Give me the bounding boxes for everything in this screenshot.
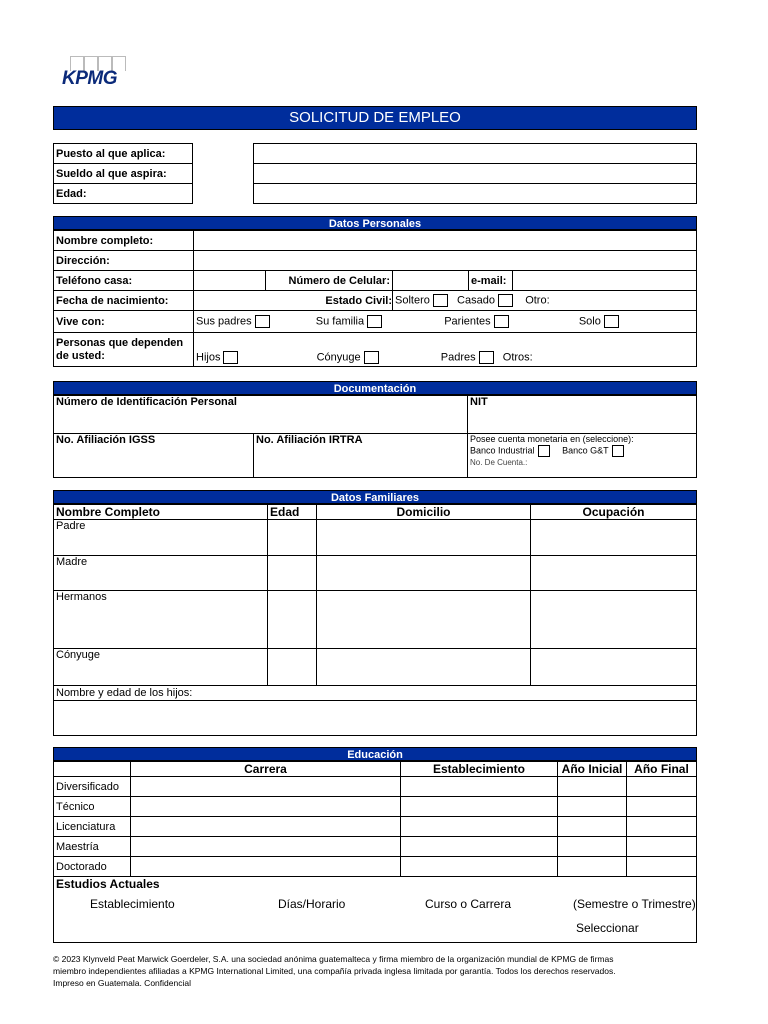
madre-ocupacion[interactable] — [531, 556, 697, 591]
banco-industrial-label: Banco Industrial — [470, 445, 535, 456]
conyuge-checkbox[interactable] — [364, 351, 379, 364]
padre-ocupacion[interactable] — [531, 520, 697, 556]
email-label: e-mail: — [469, 271, 513, 291]
banco-gt-checkbox[interactable] — [612, 445, 624, 457]
doc-inicial[interactable] — [558, 857, 627, 877]
section-datos-familiares: Datos Familiares — [53, 490, 697, 504]
otros-label: Otros: — [502, 351, 533, 364]
estudios-actuales-label: Estudios Actuales — [56, 877, 160, 891]
lic-inicial[interactable] — [558, 817, 627, 837]
direccion-field[interactable] — [194, 251, 697, 271]
madre-edad[interactable] — [268, 556, 317, 591]
telefono-field[interactable] — [194, 271, 266, 291]
madre-domicilio[interactable] — [317, 556, 531, 591]
edu-col-establecimiento: Establecimiento — [401, 762, 558, 777]
edu-row-doctorado: Doctorado — [54, 857, 131, 877]
edu-col-blank — [54, 762, 131, 777]
hijos-checkbox[interactable] — [223, 351, 238, 364]
email-field[interactable] — [513, 271, 697, 291]
hermanos-domicilio[interactable] — [317, 591, 531, 649]
vive-options — [194, 311, 697, 333]
padre-domicilio[interactable] — [317, 520, 531, 556]
act-curso-carrera[interactable]: Curso o Carrera — [425, 897, 512, 911]
col-edad: Edad — [268, 505, 317, 520]
row-madre[interactable]: Madre — [54, 556, 268, 591]
tec-final[interactable] — [627, 797, 697, 817]
doc-carrera[interactable] — [131, 857, 401, 877]
logo-text: KPMG — [62, 68, 117, 89]
tec-establecimiento[interactable] — [401, 797, 558, 817]
div-carrera[interactable] — [131, 777, 401, 797]
cuenta-cell — [468, 434, 697, 478]
soltero-label: Soltero — [395, 294, 430, 307]
celular-field[interactable] — [393, 271, 469, 291]
kpmg-logo — [62, 56, 126, 92]
vive-label: Vive con: — [54, 311, 194, 333]
edu-row-diversificado: Diversificado — [54, 777, 131, 797]
solo-checkbox[interactable] — [604, 315, 619, 328]
sueldo-field[interactable] — [254, 164, 697, 184]
conyuge-label: Cónyuge — [316, 351, 361, 364]
celular-label: Número de Celular: — [266, 271, 393, 291]
cuenta-label: Posee cuenta monetaria en (seleccione): — [470, 434, 634, 444]
conyuge-edad[interactable] — [268, 649, 317, 686]
footer-line-3: Impreso en Guatemala. Confidencial — [53, 978, 191, 988]
div-establecimiento[interactable] — [401, 777, 558, 797]
direccion-label: Dirección: — [54, 251, 194, 271]
puesto-field[interactable] — [254, 144, 697, 164]
padres-label: Padres — [440, 351, 476, 364]
seleccionar-dropdown[interactable]: Seleccionar — [576, 921, 639, 935]
row-hermanos[interactable]: Hermanos — [54, 591, 268, 649]
lic-carrera[interactable] — [131, 817, 401, 837]
lic-establecimiento[interactable] — [401, 817, 558, 837]
top-fields-labels — [53, 143, 193, 204]
id-personal-label[interactable]: Número de Identificación Personal — [54, 396, 468, 434]
conyuge-ocupacion[interactable] — [531, 649, 697, 686]
sus-padres-checkbox[interactable] — [255, 315, 270, 328]
casado-label: Casado — [457, 294, 495, 307]
top-fields-inputs — [253, 143, 697, 204]
nit-label[interactable]: NIT — [468, 396, 697, 434]
row-conyuge[interactable]: Cónyuge — [54, 649, 268, 686]
puesto-label: Puesto al que aplica: — [54, 144, 193, 164]
hijos-label: Hijos — [196, 351, 221, 364]
irtra-label[interactable]: No. Afiliación IRTRA — [254, 434, 468, 478]
section-educacion: Educación — [53, 747, 697, 761]
section-documentacion: Documentación — [53, 381, 697, 395]
banco-options — [470, 445, 694, 457]
hermanos-edad[interactable] — [268, 591, 317, 649]
col-ocupacion: Ocupación — [531, 505, 697, 520]
estudios-actuales-cell — [54, 877, 697, 943]
row-padre[interactable]: Padre — [54, 520, 268, 556]
edad-field[interactable] — [254, 184, 697, 204]
lic-final[interactable] — [627, 817, 697, 837]
estado-label: Estado Civil: — [325, 294, 392, 307]
dependen-options — [194, 333, 697, 367]
col-nombre: Nombre Completo — [54, 505, 268, 520]
section-datos-personales: Datos Personales — [53, 216, 697, 230]
familiares-table — [53, 504, 697, 736]
edu-col-carrera: Carrera — [131, 762, 401, 777]
doc-final[interactable] — [627, 857, 697, 877]
parientes-label: Parientes — [444, 315, 491, 328]
act-semestre[interactable]: (Semestre o Trimestre) — [573, 897, 696, 911]
act-establecimiento[interactable]: Establecimiento — [90, 897, 175, 911]
telefono-label: Teléfono casa: — [54, 271, 194, 291]
su-familia-label: Su familia — [315, 315, 365, 328]
div-inicial[interactable] — [558, 777, 627, 797]
nombre-label: Nombre completo: — [54, 231, 194, 251]
documentacion-table — [53, 395, 697, 478]
banco-gt-label: Banco G&T — [562, 445, 609, 456]
personal-table — [53, 230, 697, 367]
igss-label[interactable]: No. Afiliación IGSS — [54, 434, 254, 478]
col-domicilio: Domicilio — [317, 505, 531, 520]
hijos-field[interactable] — [54, 701, 697, 736]
edu-row-licenciatura: Licenciatura — [54, 817, 131, 837]
no-cuenta-label: No. De Cuenta.: — [470, 458, 528, 467]
solo-label: Solo — [578, 315, 601, 328]
estado-options — [393, 291, 697, 311]
sus-padres-label: Sus padres — [196, 315, 252, 328]
mae-final[interactable] — [627, 837, 697, 857]
act-dias-horario[interactable]: Días/Horario — [278, 897, 346, 911]
hermanos-ocupacion[interactable] — [531, 591, 697, 649]
otro-label: Otro: — [525, 294, 550, 307]
banco-industrial-checkbox[interactable] — [538, 445, 550, 457]
dependen-label: Personas que dependen de usted: — [54, 333, 194, 367]
footer-line-2: miembro independientes afiliadas a KPMG International Limited, una compañía privada inglesa limitada por garantía. Todos los derechos reservados. — [53, 966, 616, 976]
tec-carrera[interactable] — [131, 797, 401, 817]
fecha-field[interactable] — [194, 291, 393, 311]
mae-establecimiento[interactable] — [401, 837, 558, 857]
edu-row-maestria: Maestría — [54, 837, 131, 857]
hijos-label-row: Nombre y edad de los hijos: — [54, 686, 697, 701]
footer-line-1: © 2023 Klynveld Peat Marwick Goerdeler, S.A. una sociedad anónima guatemalteca y firma miembro de la organización mundial de KPMG de firmas — [53, 954, 614, 964]
mae-carrera[interactable] — [131, 837, 401, 857]
edad-label: Edad: — [54, 184, 193, 204]
footer — [53, 953, 703, 989]
tec-inicial[interactable] — [558, 797, 627, 817]
edu-row-tecnico: Técnico — [54, 797, 131, 817]
fecha-label: Fecha de nacimiento: — [54, 291, 194, 311]
soltero-checkbox[interactable] — [433, 294, 448, 307]
doc-establecimiento[interactable] — [401, 857, 558, 877]
conyuge-domicilio[interactable] — [317, 649, 531, 686]
edu-col-ano-final: Año Final — [627, 762, 697, 777]
parientes-checkbox[interactable] — [494, 315, 509, 328]
div-final[interactable] — [627, 777, 697, 797]
mae-inicial[interactable] — [558, 837, 627, 857]
educacion-table — [53, 761, 697, 943]
nombre-field[interactable] — [194, 231, 697, 251]
casado-checkbox[interactable] — [498, 294, 513, 307]
padres-checkbox[interactable] — [479, 351, 494, 364]
su-familia-checkbox[interactable] — [367, 315, 382, 328]
sueldo-label: Sueldo al que aspira: — [54, 164, 193, 184]
edu-col-ano-inicial: Año Inicial — [558, 762, 627, 777]
padre-edad[interactable] — [268, 520, 317, 556]
page-title: SOLICITUD DE EMPLEO — [53, 106, 697, 130]
